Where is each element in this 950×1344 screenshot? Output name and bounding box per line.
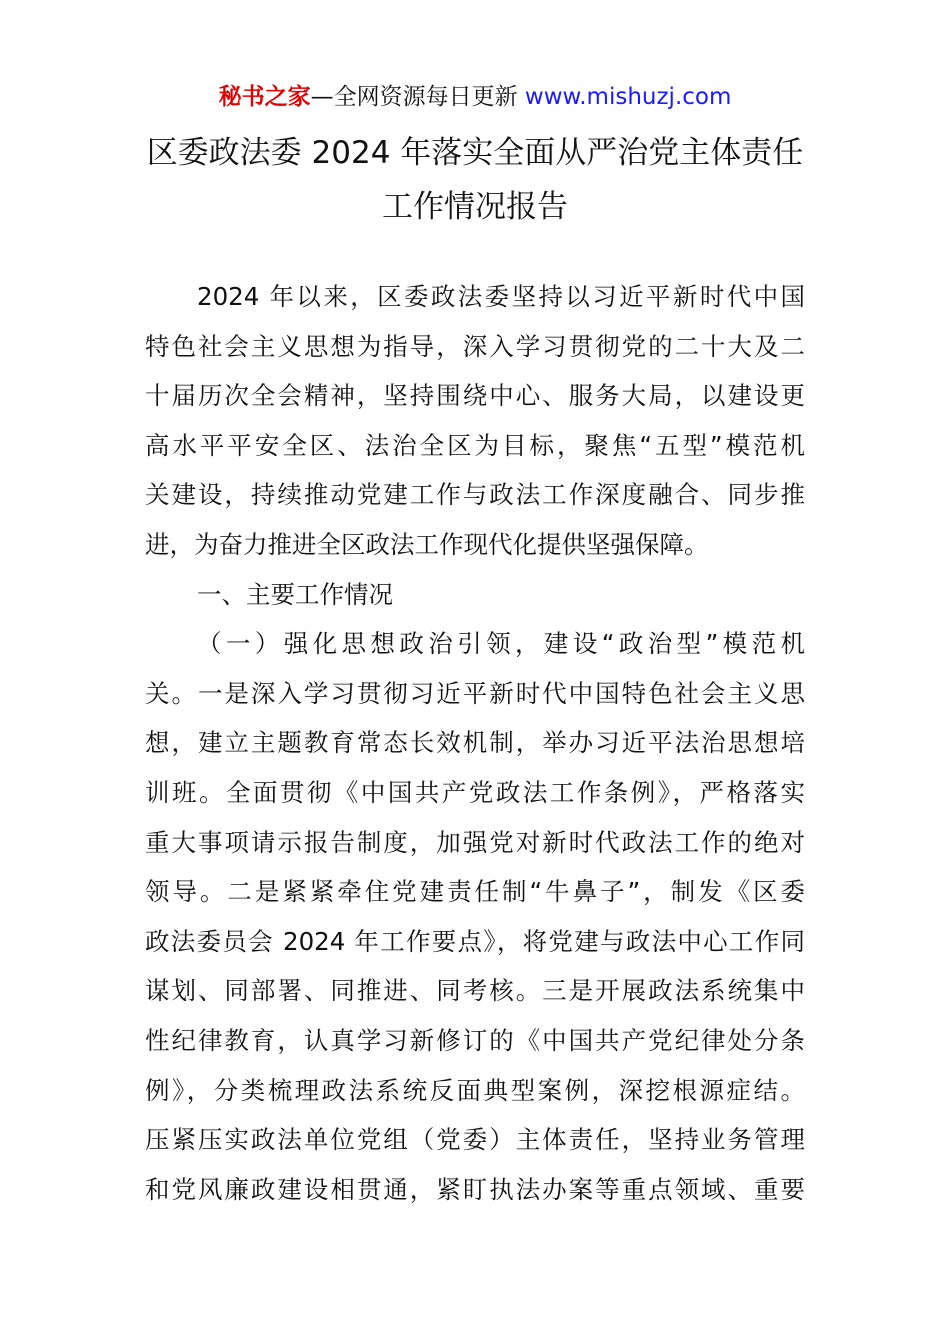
paragraph-line: 领导。二是紧紧牵住党建责任制“牛鼻子”，制发《区委 xyxy=(145,877,805,907)
brand-name: 秘书之家 xyxy=(218,84,311,110)
paragraph-line: 和党风廉政建设相贯通，紧盯执法办案等重点领域、重要 xyxy=(145,1174,805,1204)
paragraph-line: 性纪律教育，认真学习新修订的《中国共产党纪律处分条 xyxy=(145,1025,805,1055)
site-url-link[interactable]: www.mishuzj.com xyxy=(524,84,732,110)
paragraph-line: 关建设，持续推动党建工作与政法工作深度融合、同步推 xyxy=(145,480,805,510)
paragraph-line: 2024 年以来，区委政法委坚持以习近平新时代中国 xyxy=(197,282,805,311)
paragraph-line: 压紧压实政法单位党组（党委）主体责任，坚持业务管理 xyxy=(145,1125,805,1155)
paragraph-line: 训班。全面贯彻《中国共产党政法工作条例》，严格落实 xyxy=(145,777,805,807)
site-banner xyxy=(0,80,950,114)
title-line-1: 区委政法委 2024 年落实全面从严治党主体责任 xyxy=(146,135,804,171)
paragraph-line: 谋划、同部署、同推进、同考核。三是开展政法系统集中 xyxy=(145,976,805,1006)
paragraph-line: 例》，分类梳理政法系统反面典型案例，深挖根源症结。 xyxy=(145,1075,805,1105)
paragraph-line: 十届历次全会精神，坚持围绕中心、服务大局，以建设更 xyxy=(145,381,805,411)
paragraph-line: 特色社会主义思想为指导，深入学习贯彻党的二十大及二 xyxy=(145,331,805,361)
paragraph-line: 关。一是深入学习贯彻习近平新时代中国特色社会主义思 xyxy=(145,678,805,708)
section-heading: 一、主要工作情况 xyxy=(197,579,393,609)
paragraph-line: 进，为奋力推进全区政法工作现代化提供坚强保障。 xyxy=(145,529,709,559)
paragraph-line: 想，建立主题教育常态长效机制，举办习近平法治思想培 xyxy=(145,728,805,758)
document-title xyxy=(0,126,950,234)
title-line-2: 工作情况报告 xyxy=(382,189,568,225)
banner-tagline: —全网资源每日更新 xyxy=(310,84,525,110)
paragraph-line: 重大事项请示报告制度，加强党对新时代政法工作的绝对 xyxy=(145,827,805,857)
document-body xyxy=(145,272,805,1214)
paragraph-line: 高水平平安全区、法治全区为目标，聚焦“五型”模范机 xyxy=(145,430,805,460)
paragraph-line: 政法委员会 2024 年工作要点》，将党建与政法中心工作同 xyxy=(145,926,805,956)
paragraph-line: （一）强化思想政治引领，建设“政治型”模范机 xyxy=(197,629,805,659)
